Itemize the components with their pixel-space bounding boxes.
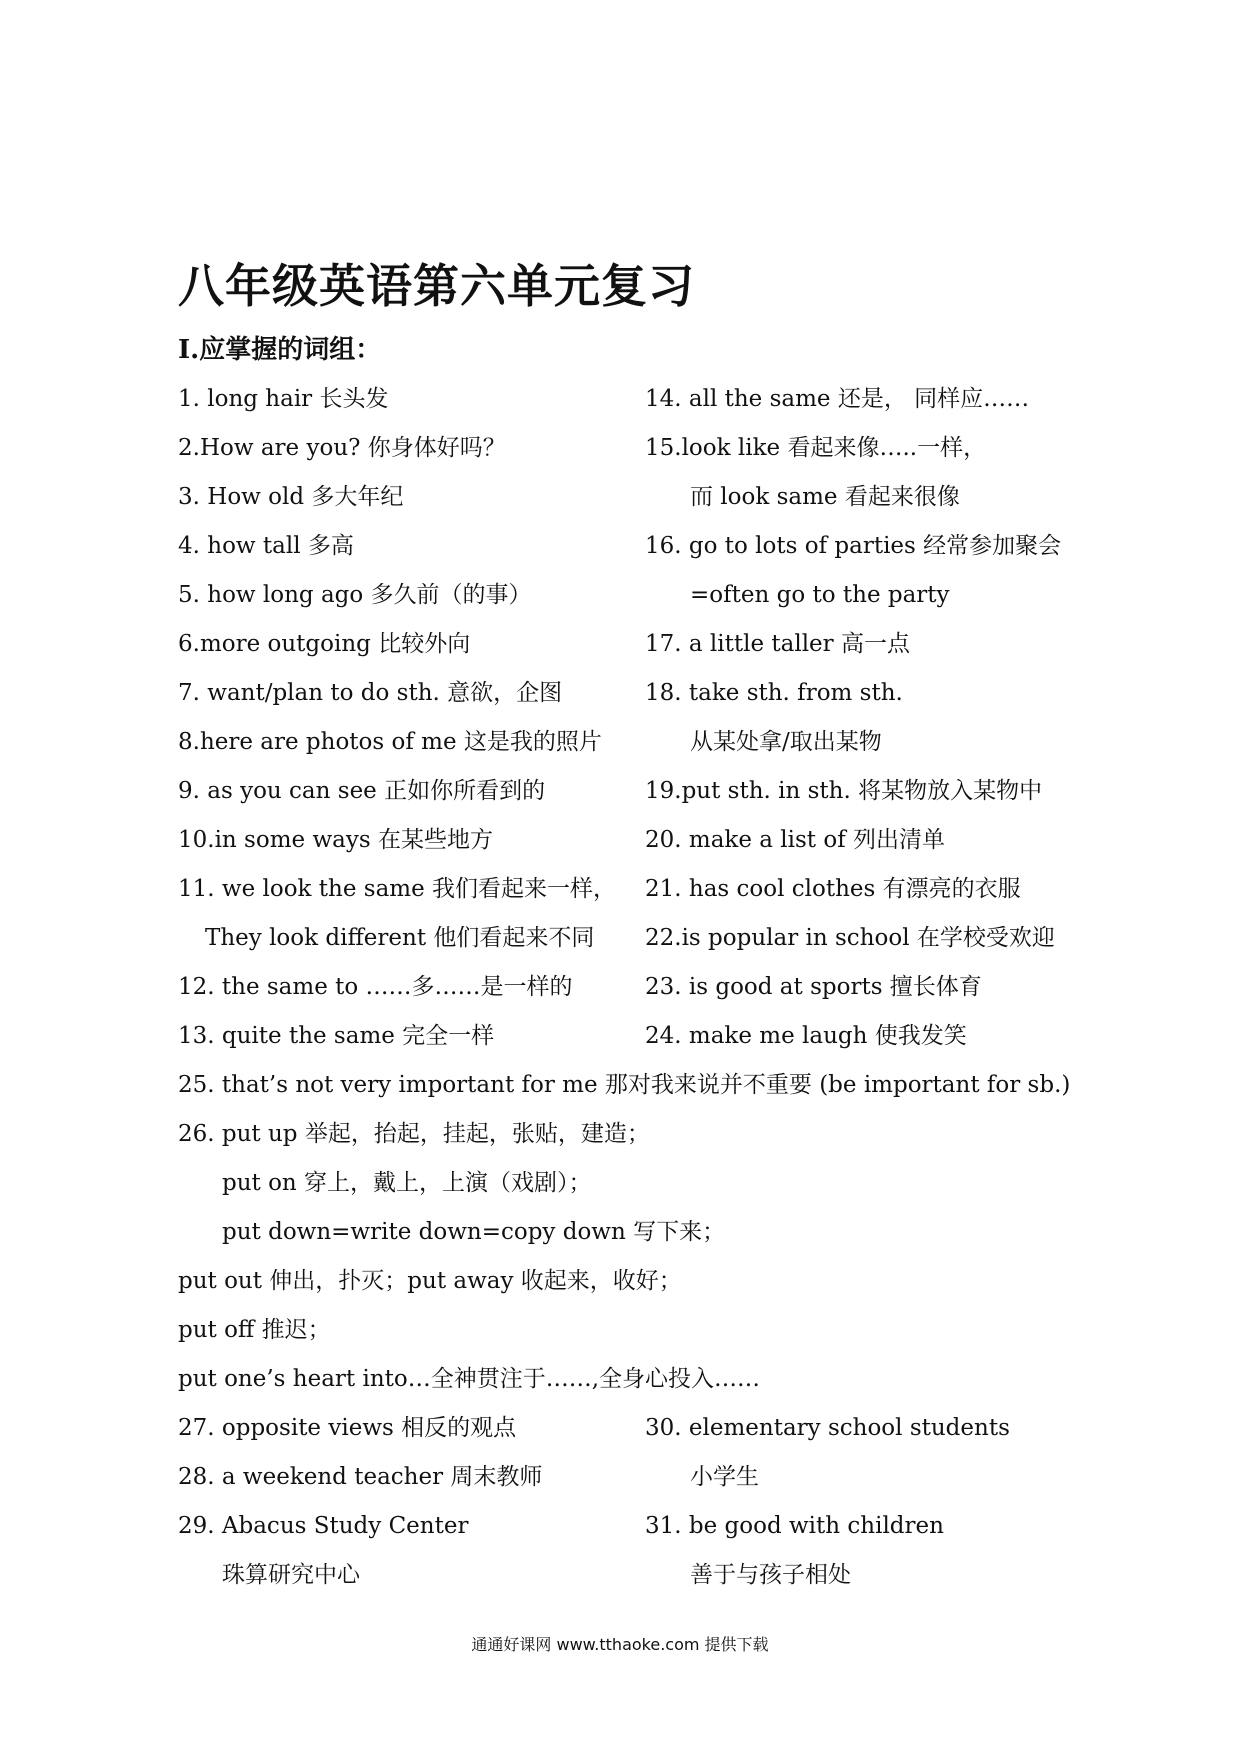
list-item: 3. How old 多大年纪 (178, 484, 404, 510)
list-item: =often go to the party (690, 582, 950, 608)
list-item: 24. make me laugh 使我发笑 (645, 1023, 967, 1049)
list-item: put on 穿上，戴上，上演（戏剧）； (222, 1170, 592, 1196)
list-item: 25. that’s not very important for me 那对我来说并不重要 (be important for sb.) (178, 1072, 1071, 1098)
list-item: 19.put sth. in sth. 将某物放入某物中 (645, 778, 1043, 804)
list-item: 12. the same to ……多……是一样的 (178, 974, 573, 1000)
list-item: 27. opposite views 相反的观点 (178, 1415, 517, 1441)
list-item: 15.look like 看起来像…..一样， (645, 435, 987, 461)
list-item: They look different 他们看起来不同 (205, 925, 595, 951)
list-item: 2.How are you? 你身体好吗？ (178, 435, 506, 461)
list-item: 而 look same 看起来很像 (690, 484, 960, 510)
list-item: 14. all the same 还是， 同样应…… (645, 386, 1030, 412)
page-title: 八年级英语第六单元复习 (178, 259, 695, 313)
list-item: 26. put up 举起，抬起，挂起，张贴，建造； (178, 1121, 650, 1147)
list-item: 23. is good at sports 擅长体育 (645, 974, 982, 1000)
list-item: 31. be good with children (645, 1513, 944, 1539)
list-item: 1. long hair 长头发 (178, 386, 389, 412)
list-item: 29. Abacus Study Center (178, 1513, 469, 1539)
list-item: put one’s heart into…全神贯注于……,全身心投入…… (178, 1366, 761, 1392)
section-heading: I.应掌握的词组： (178, 335, 382, 365)
list-item: 珠算研究中心 (222, 1562, 360, 1588)
list-item: 11. we look the same 我们看起来一样， (178, 876, 617, 902)
list-item: 28. a weekend teacher 周末教师 (178, 1464, 543, 1490)
list-item: 30. elementary school students (645, 1415, 1010, 1441)
list-item: 8.here are photos of me 这是我的照片 (178, 729, 602, 755)
list-item: 16. go to lots of parties 经常参加聚会 (645, 533, 1062, 559)
list-item: put out 伸出，扑灭；put away 收起来，收好； (178, 1268, 682, 1294)
list-item: 4. how tall 多高 (178, 533, 354, 559)
list-item: 18. take sth. from sth. (645, 680, 903, 706)
list-item: 善于与孩子相处 (690, 1562, 851, 1588)
list-item: 20. make a list of 列出清单 (645, 827, 946, 853)
list-item: 6.more outgoing 比较外向 (178, 631, 471, 657)
list-item: 21. has cool clothes 有漂亮的衣服 (645, 876, 1021, 902)
page-footer: 通通好课网 www.tthaoke.com 提供下载 (471, 1635, 769, 1654)
list-item: 从某处拿/取出某物 (690, 729, 882, 755)
list-item: 22.is popular in school 在学校受欢迎 (645, 925, 1055, 951)
list-item: 10.in some ways 在某些地方 (178, 827, 493, 853)
list-item: 7. want/plan to do sth. 意欲，企图 (178, 680, 563, 706)
list-item: put down=write down=copy down 写下来； (222, 1219, 726, 1245)
list-item: 小学生 (690, 1464, 759, 1490)
list-item: 13. quite the same 完全一样 (178, 1023, 495, 1049)
list-item: 9. as you can see 正如你所看到的 (178, 778, 546, 804)
list-item: 17. a little taller 高一点 (645, 631, 910, 657)
list-item: 5. how long ago 多久前（的事） (178, 582, 532, 608)
list-item: put off 推迟； (178, 1317, 331, 1343)
